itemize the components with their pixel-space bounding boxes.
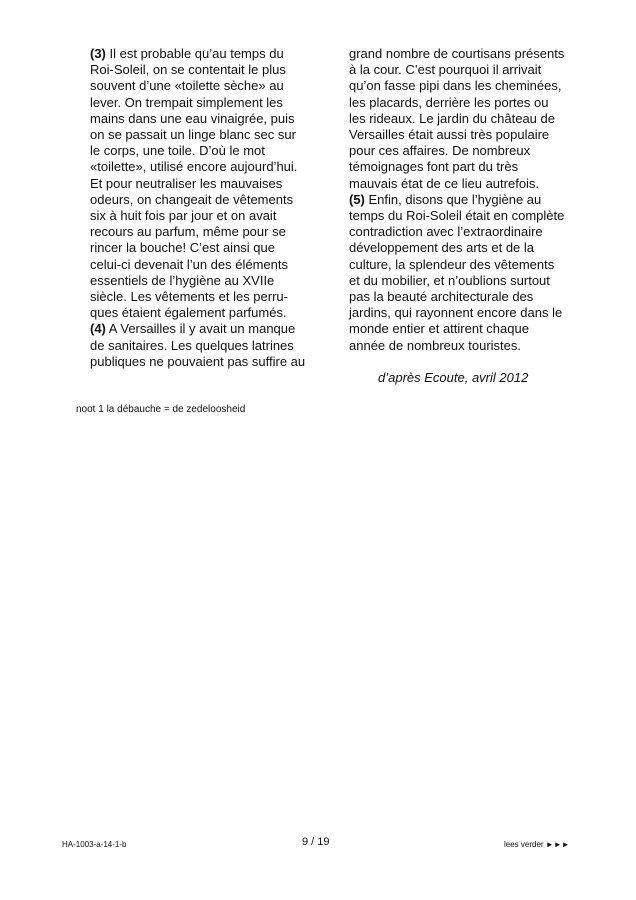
continue-label: lees verder ►►► [504,840,570,849]
text-line: qu’on fasse pipi dans les cheminées, [349,78,562,94]
paragraph-number: (5) [349,191,365,207]
text-line: culture, la splendeur des vêtements [349,256,555,272]
text-line: les rideaux. Le jardin du château de [349,110,555,126]
text-line: à la cour. C’est pourquoi il arrivait [349,62,542,78]
text-line: rincer la bouche! C’est ainsi que [90,240,275,256]
text-line: pour ces affaires. De nombreux [349,143,531,159]
text-line: année de nombreux touristes. [349,337,521,353]
text-line: essentiels de l’hygiène au XVIIe [90,272,275,288]
paragraph-number: (4) [90,321,106,337]
text-line: et du mobilier, et n’oublions surtout [349,272,550,288]
page-number: 9 / 19 [302,836,330,848]
text-line: siècle. Les vêtements et les perru- [90,289,288,305]
text-line: Versailles était aussi très populaire [349,127,550,143]
text-line: Roi-Soleil, on se contentait le plus [90,62,286,78]
right-column [349,46,587,354]
text-line: «toilette», utilisé encore aujourd’hui. [90,159,298,175]
text-line: grand nombre de courtisans présents [349,46,565,61]
text-line: Et pour neutraliser les mauvaises [90,175,283,191]
text-line: monde entier et attirent chaque [349,321,529,337]
text-line [90,46,322,62]
text-line: odeurs, on changeait de vêtements [90,191,294,207]
text-line: le corps, une toile. D’où le mot [90,143,265,159]
line-text: A Versailles il y avait un manque [108,321,296,337]
text-line: pas la beauté architecturale des [349,289,534,305]
text-line: on se passait un linge blanc sec sur [90,127,296,143]
line-text: Il est probable qu’au temps du [109,46,284,61]
text-line: mains dans une eau vinaigrée, puis [90,110,295,126]
text-line: six à huit fois par jour et on avait [90,208,277,224]
text-line: développement des arts et de la [349,240,535,256]
text-line: de sanitaires. Les quelques latrines [90,337,294,353]
paragraph-number: (3) [90,46,106,61]
text-line: temps du Roi-Soleil était en complète [349,208,565,224]
text-line [349,192,587,208]
footnote: noot 1 la débauche = de zedeloosheid [76,404,246,415]
line-text: Enfin, disons que l’hygiène au [368,191,542,207]
text-line: recours au parfum, même pour se [90,224,286,240]
source-citation: d’après Ecoute, avril 2012 [378,370,529,385]
text-line: ques étaient également parfumés. [90,305,287,321]
text-line: mauvais état de ce lieu autrefois. [349,175,540,191]
document-code: HA-1003-a-14-1-b [62,840,127,849]
text-line [90,321,322,337]
text-line: lever. On trempait simplement les [90,94,283,110]
text-line: celui-ci devenait l’un des éléments [90,256,288,272]
text-line: publiques ne pouvaient pas suffire au [90,353,306,369]
left-column [90,46,322,370]
text-line: contradiction avec l’extraordinaire [349,224,543,240]
text-line: jardins, qui rayonnent encore dans le [349,305,563,321]
text-line: souvent d’une «toilette sèche» au [90,78,284,94]
text-line: les placards, derrière les portes ou [349,94,549,110]
text-line: témoignages font part du très [349,159,519,175]
